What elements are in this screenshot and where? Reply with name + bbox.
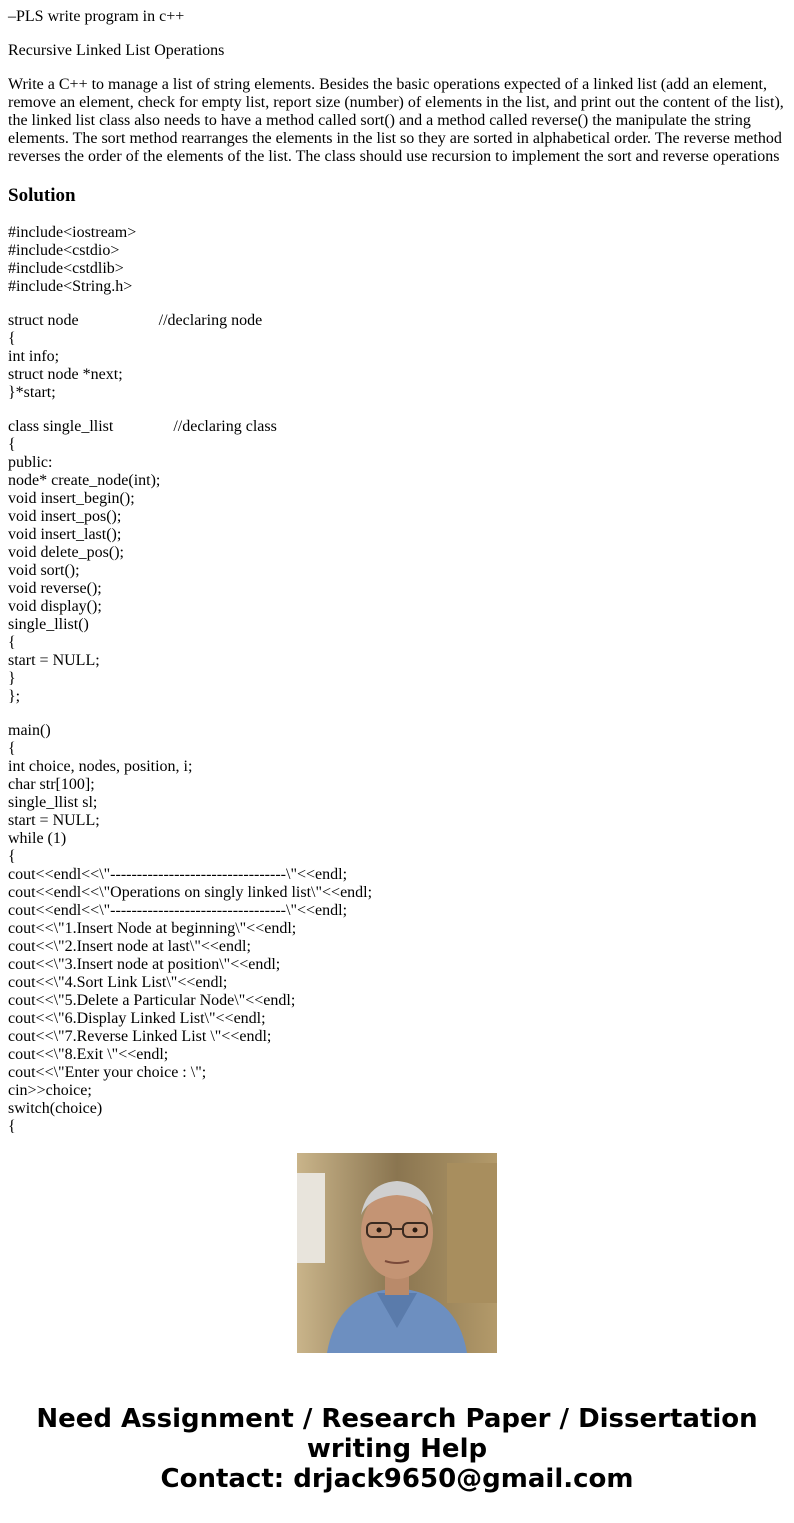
code-line: class single_llist //declaring class — [8, 418, 277, 435]
code-line: struct node //declaring node — [8, 312, 263, 329]
question-subtitle: Recursive Linked List Operations — [8, 42, 225, 59]
banner-line-1: Need Assignment / Research Paper / Dissertation — [36, 1404, 758, 1434]
code-line: cout<<\"Enter your choice : \"; — [8, 1064, 207, 1081]
code-line: #include<cstdio> — [8, 242, 120, 259]
code-line: #include<iostream> — [8, 224, 137, 241]
code-line: void display(); — [8, 598, 102, 615]
code-line: #include<cstdlib> — [8, 260, 124, 277]
code-line: { — [8, 436, 16, 453]
code-line: cin>>choice; — [8, 1082, 92, 1099]
code-line: #include<String.h> — [8, 278, 133, 295]
code-block — [8, 418, 788, 706]
code-line: public: — [8, 454, 53, 471]
code-line: }*start; — [8, 384, 56, 401]
code-line: node* create_node(int); — [8, 472, 161, 489]
code-line: cout<<\"4.Sort Link List\"<<endl; — [8, 974, 228, 991]
author-avatar — [297, 1153, 497, 1353]
code-line: void sort(); — [8, 562, 80, 579]
code-line: { — [8, 634, 16, 651]
code-line: cout<<endl<<\"---------------------------------\"<<endl; — [8, 866, 348, 883]
code-line: int info; — [8, 348, 60, 365]
code-line: struct node *next; — [8, 366, 123, 383]
code-line: char str[100]; — [8, 776, 95, 793]
code-line: single_llist() — [8, 616, 89, 633]
code-line: { — [8, 848, 16, 865]
code-line: void insert_last(); — [8, 526, 122, 543]
code-line: start = NULL; — [8, 652, 100, 669]
solution-code — [8, 224, 788, 1135]
code-line: cout<<\"5.Delete a Particular Node\"<<endl; — [8, 992, 296, 1009]
code-line: cout<<endl<<\"---------------------------------\"<<endl; — [8, 902, 348, 919]
code-line: single_llist sl; — [8, 794, 98, 811]
question-title: –PLS write program in c++ — [8, 8, 185, 25]
question-body: Write a C++ to manage a list of string elements. Besides the basic operations expected of a linked list (add an element, remove an element, check for empty list, report size (number) of elements in the list, and print out the content of the list), the linked list class also needs to have a method called sort() and a method called reverse() the manipulate the string elements. The sort method rearranges the elements in the list so they are sorted in alphabetical order. The reverse method reverses the order of the elements of the list. The class should use recursion to implement the sort and reverse operations — [8, 76, 784, 165]
code-line: cout<<endl<<\"Operations on singly linked list\"<<endl; — [8, 884, 373, 901]
code-block — [8, 722, 788, 1136]
solution-heading: Solution — [8, 185, 76, 206]
code-line: cout<<\"1.Insert Node at beginning\"<<endl; — [8, 920, 297, 937]
code-line: switch(choice) — [8, 1100, 103, 1117]
question-section — [8, 8, 788, 182]
code-line: { — [8, 330, 16, 347]
code-line: void delete_pos(); — [8, 544, 124, 561]
banner-line-2: writing Help — [306, 1434, 488, 1464]
code-line: while (1) — [8, 830, 67, 847]
code-line: cout<<\"8.Exit \"<<endl; — [8, 1046, 169, 1063]
code-line: cout<<\"3.Insert node at position\"<<endl; — [8, 956, 281, 973]
code-line: start = NULL; — [8, 812, 100, 829]
code-line: } — [8, 670, 16, 687]
code-line: { — [8, 1118, 16, 1135]
code-line: { — [8, 740, 16, 757]
code-line: cout<<\"6.Display Linked List\"<<endl; — [8, 1010, 266, 1027]
code-line: main() — [8, 722, 51, 739]
code-block — [8, 312, 788, 402]
contact-banner — [0, 1404, 794, 1494]
author-photo-icon — [297, 1153, 497, 1353]
code-line: void insert_begin(); — [8, 490, 135, 507]
code-line: cout<<\"2.Insert node at last\"<<endl; — [8, 938, 251, 955]
banner-contact: Contact: drjack9650@gmail.com — [160, 1464, 634, 1494]
code-block — [8, 224, 788, 296]
code-line: void reverse(); — [8, 580, 102, 597]
code-line: int choice, nodes, position, i; — [8, 758, 193, 775]
code-line: cout<<\"7.Reverse Linked List \"<<endl; — [8, 1028, 272, 1045]
code-line: }; — [8, 688, 21, 705]
code-line: void insert_pos(); — [8, 508, 122, 525]
